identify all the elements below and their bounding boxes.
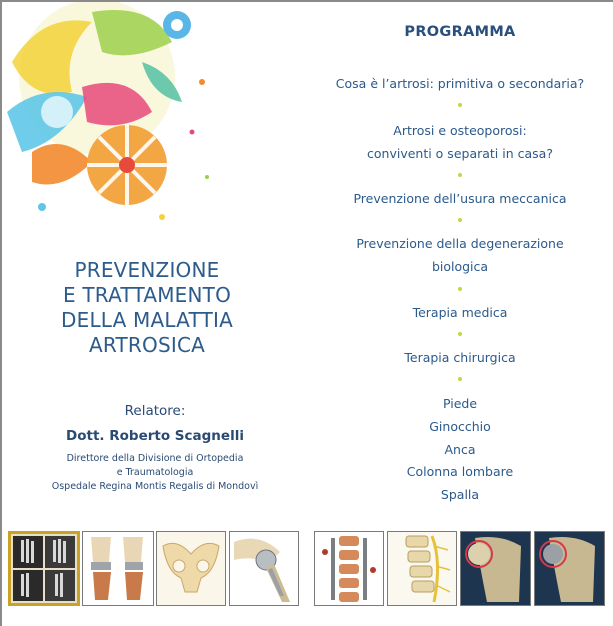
relatore-label: Relatore: (124, 403, 186, 419)
relatore-desc-line: e Traumatologia (116, 467, 194, 478)
lumbar-spine-icon (387, 531, 457, 606)
programma-item-line: Terapia medica (412, 305, 508, 320)
hip-prosthesis-icon (229, 531, 299, 606)
programma-item (310, 301, 610, 324)
bullet-dot (458, 173, 462, 177)
programma-item-line: Cosa è l’artrosi: primitiva o secondaria? (335, 76, 585, 91)
programma-item-line: conviventi o separati in casa? (367, 146, 553, 161)
decorative-art (2, 2, 232, 242)
title-line: E TRATTAMENTO (62, 283, 232, 307)
relatore-desc-line: Direttore della Divisione di Ortopedia (66, 453, 244, 464)
title-line: DELLA MALATTIA (61, 308, 233, 332)
programma-item-line: Artrosi e osteoporosi: (393, 123, 527, 138)
foot-xray-icon (8, 531, 80, 606)
programma-item-line: Prevenzione dell’usura meccanica (353, 191, 567, 206)
programma-item-line: biologica (431, 259, 489, 274)
programma-item-line: Prevenzione della degenerazione (356, 236, 564, 251)
bullet-dot (458, 287, 462, 291)
relatore-name: Dott. Roberto Scagnelli (66, 428, 244, 444)
subtopic-item: Anca (444, 441, 476, 457)
bullet-dot (458, 332, 462, 336)
relatore-desc-line: Ospedale Regina Montis Regalis di Mondovì (51, 481, 259, 492)
knee-prosthesis-icon (82, 531, 154, 606)
shoulder-xray-icon (460, 531, 531, 606)
spine-implant-icon (314, 531, 384, 606)
programma-item (310, 72, 610, 95)
title-line: PREVENZIONE (74, 258, 220, 282)
subtopic-item: Colonna lombare (406, 464, 514, 480)
programma-item (310, 187, 610, 210)
shoulder-prosthesis-icon (534, 531, 605, 606)
relatore-description (40, 452, 270, 494)
subtopic-item: Ginocchio (429, 418, 491, 434)
subtopic-list (310, 393, 610, 507)
programma-item-line: Terapia chirurgica (404, 350, 516, 365)
title-line: ARTROSICA (88, 333, 206, 357)
subtopic-item: Spalla (440, 487, 480, 503)
pelvis-icon (156, 531, 226, 606)
bullet-dot (458, 377, 462, 381)
bullet-dot (458, 218, 462, 222)
main-title (22, 258, 272, 358)
programma-title: PROGRAMMA (404, 24, 516, 40)
subtopic-item: Piede (442, 396, 478, 411)
programma-item (310, 232, 610, 278)
bullet-dot (458, 103, 462, 107)
programma-item (310, 346, 610, 369)
programma-item (310, 119, 610, 165)
